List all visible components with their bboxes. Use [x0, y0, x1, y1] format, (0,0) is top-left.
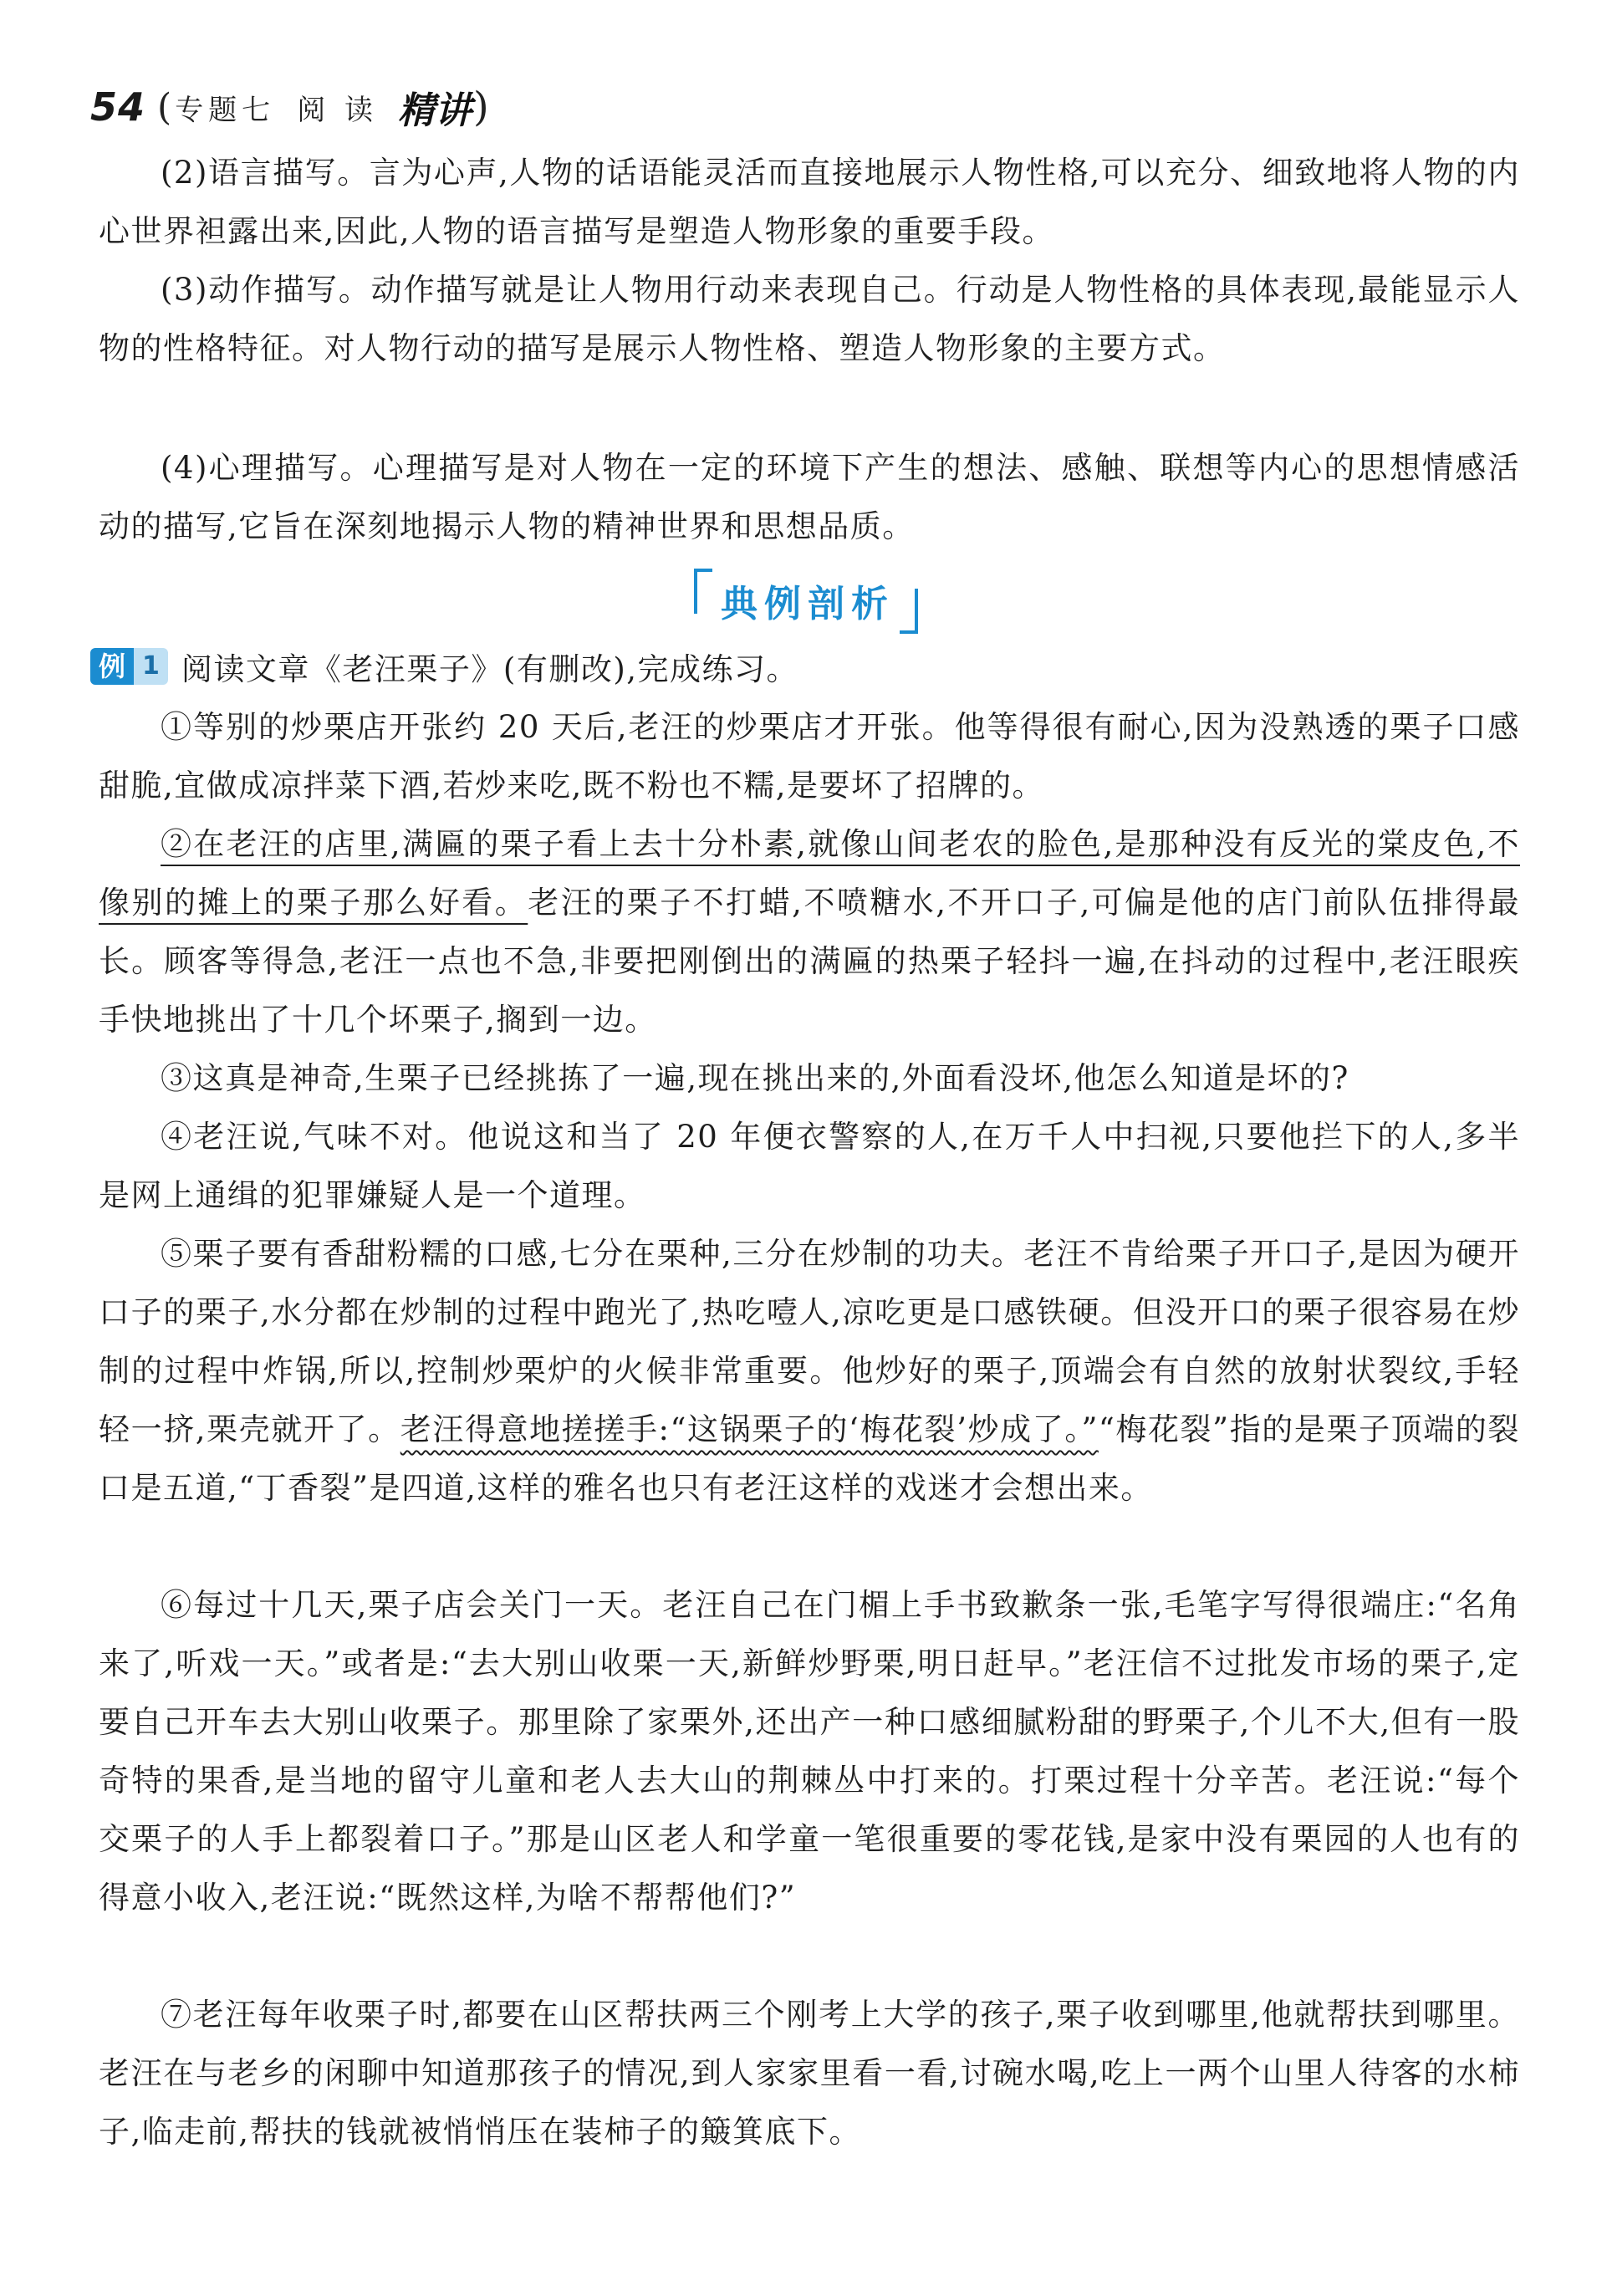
header-right-paren: ) — [473, 84, 489, 130]
article-paragraph-6: ⑥每过十几天,栗子店会关门一天。老汪自己在门楣上手书致歉条一张,毛笔字写得很端庄:“名角来了,听戏一天。”或者是:“去大别山收栗一天,新鲜炒野栗,明日赶早。”老汪信不过批发市场的栗子,定要自己开车去大别山收栗子。那里除了家栗外,还出产一种口感细腻粉甜的野栗子,个儿不大,但有一股奇特的果香,是当地的留守儿童和老人去大山的荆棘丛中打来的。打栗过程十分辛苦。老汪说:“每个交栗子的人手上都裂着口子。”那是山区老人和学童一笔很重要的零花钱,是家中没有栗园的人也有的得意小收入,老汪说:“既然这样,为啥不帮帮他们?” — [99, 1587, 1520, 1916]
article-paragraph-5-before: ⑤栗子要有香甜粉糯的口感,七分在栗种,三分在炒制的功夫。老汪不肯给栗子开口子,是因为硬开口子的栗子,水分都在炒制的过程中跑光了,热吃噎人,凉吃更是口感铁硬。但没开口的栗子很容易在炒制的过程中炸锅,所以,控制炒栗炉的火候非常重要。他炒好的栗子,顶端会有自然的放射状裂纹,手轻轻一挤,栗壳就开了。 — [99, 1236, 1520, 1447]
example-row — [90, 644, 798, 689]
article-paragraph-1: ①等别的炒栗店开张约 20 天后,老汪的炒栗店才开张。他等得很有耐心,因为没熟透的栗子口感甜脆,宜做成凉拌菜下酒,若炒来吃,既不粉也不糯,是要坏了招牌的。 — [99, 709, 1520, 804]
intro-paragraph-action: (3)动作描写。动作描写就是让人物用行动来表现自己。行动是人物性格的具体表现,最能显示人物的性格特征。对人物行动的描写是展示人物性格、塑造人物形象的主要方式。 — [99, 272, 1520, 366]
header-left-paren: ( — [157, 85, 172, 129]
bracket-left-icon — [694, 569, 712, 614]
article-paragraph-5-after: “梅花裂”指的是栗子顶端的裂口是五道,“丁香裂”是四道,这样的雅名也只有老汪这样的戏迷才会想出来。 — [99, 1411, 1520, 1506]
page-number: 54 — [90, 84, 146, 130]
article-paragraph-3: ③这真是神奇,生栗子已经挑拣了一遍,现在挑出来的,外面看没坏,他怎么知道是坏的? — [161, 1060, 1349, 1096]
header-section: 阅 读 — [297, 93, 378, 127]
page-header — [90, 80, 489, 134]
section-title — [694, 569, 918, 634]
header-topic: 专题七 — [175, 93, 276, 127]
wavy-underlined-sentence: 老汪得意地搓搓手:“这锅栗子的‘梅花裂’炒成了。” — [400, 1411, 1099, 1447]
article-paragraph-2 — [99, 815, 1520, 1049]
example-prompt: 阅读文章《老汪栗子》(有删改),完成练习。 — [181, 651, 799, 687]
article-paragraph-2-rest: 老汪的栗子不打蜡,不喷糖水,不开口子,可偏是他的店门前队伍排得最长。顾客等得急,老汪一点也不急,非要把刚倒出的满匾的热栗子轻抖一遍,在抖动的过程中,老汪眼疾手快地挑出了十几个坏栗子,搁到一边。 — [99, 885, 1520, 1038]
bracket-right-icon — [900, 589, 918, 634]
article-paragraph-4: ④老汪说,气味不对。他说这和当了 20 年便衣警察的人,在万千人中扫视,只要他拦下的人,多半是网上通缉的犯罪嫌疑人是一个道理。 — [99, 1119, 1520, 1213]
section-title-text: 典例剖析 — [721, 583, 895, 625]
header-brand: 精讲 — [398, 89, 472, 132]
example-badge-label: 例 — [90, 648, 134, 685]
section-heading — [0, 569, 1612, 634]
example-badge-number: 1 — [134, 648, 168, 685]
article-paragraph-7: ⑦老汪每年收栗子时,都要在山区帮扶两三个刚考上大学的孩子,栗子收到哪里,他就帮扶到哪里。老汪在与老乡的闲聊中知道那孩子的情况,到人家家里看一看,讨碗水喝,吃上一两个山里人待客的水柿子,临走前,帮扶的钱就被悄悄压在装柿子的簸箕底下。 — [99, 1997, 1520, 2150]
intro-paragraph-language: (2)语言描写。言为心声,人物的话语能灵活而直接地展示人物性格,可以充分、细致地将人物的内心世界袒露出来,因此,人物的语言描写是塑造人物形象的重要手段。 — [99, 155, 1520, 249]
example-badge — [90, 648, 168, 685]
intro-paragraph-psychology: (4)心理描写。心理描写是对人物在一定的环境下产生的想法、感触、联想等内心的思想情感活动的描写,它旨在深刻地揭示人物的精神世界和思想品质。 — [99, 450, 1520, 544]
article-paragraph-5 — [99, 1225, 1520, 1518]
underlined-sentence: ②在老汪的店里,满匾的栗子看上去十分朴素,就像山间老农的脸色,是那种没有反光的棠皮色,不像别的摊上的栗子那么好看。 — [99, 826, 1520, 921]
